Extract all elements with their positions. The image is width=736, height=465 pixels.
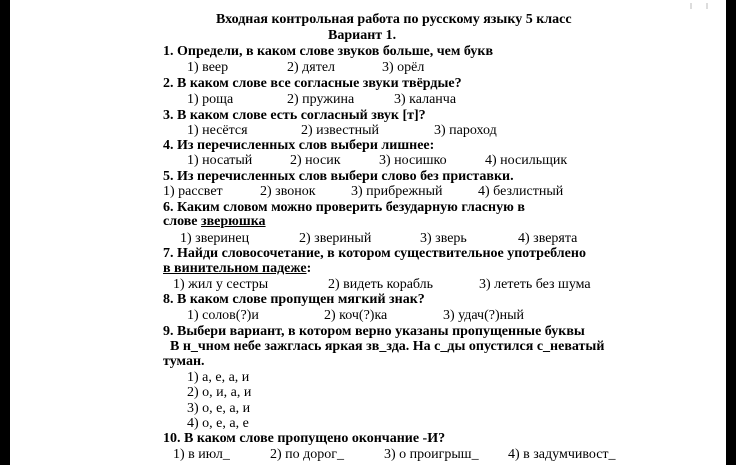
q10-option-3: 3) о проигрыш_ — [384, 447, 479, 462]
question-7-case: в винительном падеже — [163, 261, 307, 276]
q3-option-2: 2) известный — [301, 123, 379, 138]
question-3: 3. В каком слове есть согласный звук [т]? — [163, 108, 426, 123]
q10-option-2: 2) по дорог_ — [270, 447, 345, 462]
q1-option-2: 2) дятел — [287, 60, 336, 75]
q3-option-1: 1) несётся — [187, 123, 248, 138]
q3-option-3: 3) пароход — [434, 123, 497, 138]
question-10: 10. В каком слове пропущено окончание -И? — [163, 431, 446, 446]
q8-option-3: 3) удач(?)ный — [443, 308, 525, 323]
q5-option-2: 2) звонок — [260, 184, 316, 199]
question-9-sentence-end: туман. — [163, 354, 205, 369]
q6-option-3: 3) зверь — [420, 231, 467, 246]
question-4: 4. Из перечисленных слов выбери лишнее: — [163, 138, 435, 153]
q4-option-3: 3) носишко — [379, 153, 447, 168]
q5-option-3: 3) прибрежный — [351, 184, 443, 199]
q8-option-1: 1) солов(?)и — [187, 308, 259, 323]
q10-option-1: 1) в июл_ — [173, 447, 230, 462]
q4-option-2: 2) носик — [290, 153, 341, 168]
q4-option-4: 4) носильщик — [485, 153, 568, 168]
question-1: 1. Определи, в каком слове звуков больше, чем букв — [163, 44, 494, 59]
q7-option-2: 2) видеть корабль — [328, 277, 434, 292]
page-title: Входная контрольная работа по русскому языку 5 класс — [216, 12, 572, 27]
question-6-prefix: слове — [163, 214, 201, 229]
q4-option-1: 1) носатый — [187, 153, 253, 168]
q2-option-3: 3) каланча — [394, 92, 457, 107]
q5-option-1: 1) рассвет — [163, 184, 223, 199]
question-9-sentence: В н_чном небе зажглась яркая зв_зда. На с_ды опустился с_неватый — [170, 339, 605, 354]
q10-option-4: 4) в задумчивост_ — [508, 447, 616, 462]
q8-option-2: 2) коч(?)ка — [324, 308, 388, 323]
question-5: 5. Из перечисленных слов выбери слово без приставки. — [163, 169, 514, 184]
q6-option-1: 1) зверинец — [180, 231, 250, 246]
scan-mark — [690, 3, 692, 9]
q9-option-2: 2) о, и, а, и — [187, 385, 252, 400]
q7-option-3: 3) лететь без шума — [479, 277, 591, 292]
q9-option-1: 1) а, е, а, и — [187, 370, 250, 385]
variant-label: Вариант 1. — [328, 28, 397, 43]
question-7: 7. Найди словосочетание, в котором существительное употреблено — [163, 246, 586, 261]
question-6-word: зверюшка — [201, 214, 266, 229]
question-2: 2. В каком слове все согласные звуки твёрдые? — [163, 76, 462, 91]
worksheet-page — [10, 0, 726, 465]
question-8: 8. В каком слове пропущен мягкий знак? — [163, 292, 425, 307]
scan-mark — [706, 3, 708, 9]
question-9: 9. Выбери вариант, в котором верно указаны пропущенные буквы — [163, 324, 585, 339]
q6-option-2: 2) звериный — [299, 231, 372, 246]
q1-option-3: 3) орёл — [382, 60, 425, 75]
q6-option-4: 4) зверята — [518, 231, 578, 246]
question-6: 6. Каким словом можно проверить безударную гласную в — [163, 200, 525, 215]
q1-option-1: 1) веер — [187, 60, 229, 75]
q9-option-3: 3) о, е, а, и — [187, 401, 251, 416]
q2-option-2: 2) пружина — [287, 92, 355, 107]
q7-option-1: 1) жил у сестры — [173, 277, 269, 292]
question-7-cont — [163, 261, 311, 277]
question-6-cont — [163, 214, 266, 230]
q9-option-4: 4) о, е, а, е — [187, 416, 249, 431]
question-7-colon: : — [306, 261, 312, 276]
q2-option-1: 1) роща — [187, 92, 234, 107]
q5-option-4: 4) безлистный — [478, 184, 564, 199]
